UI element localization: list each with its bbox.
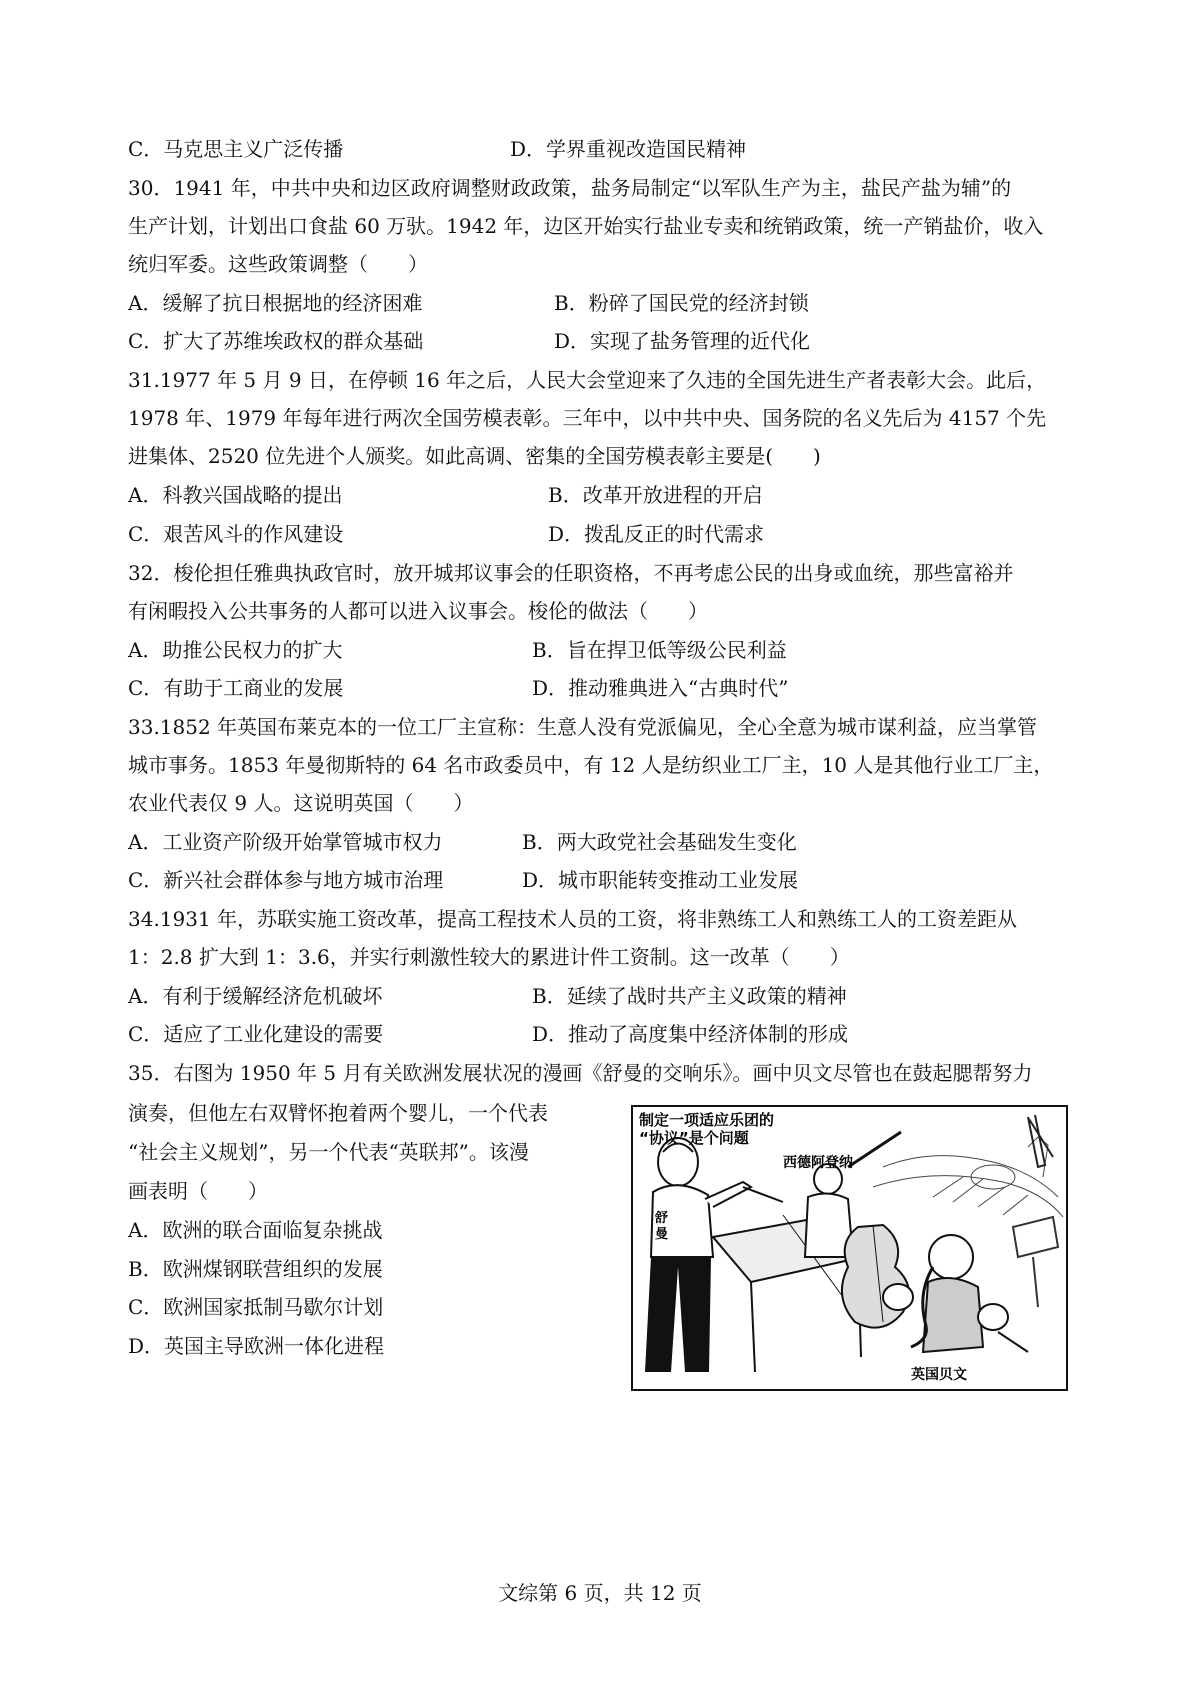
q30-stem-line-3: 统归军委。这些政策调整（ ） [128,252,428,276]
q35-stem-line-2: 演奏，但他左右双臂怀抱着两个婴儿，一个代表 [128,1101,548,1125]
trombone-icon [1028,1115,1053,1167]
label-schuman-2: 曼 [655,1227,669,1242]
q35-option-d: D．英国主导欧洲一体化进程 [128,1334,385,1358]
q32-option-a: A．助推公民权力的扩大 [128,638,343,662]
cartoon-caption-line-1: 制定一项适应乐团的 [639,1111,775,1129]
q35-option-a: A．欧洲的联合面临复杂挑战 [128,1218,383,1242]
q31-option-a: A．科教兴国战略的提出 [128,483,343,507]
q34-option-d: D．推动了高度集中经济体制的形成 [532,1022,849,1046]
q32-stem-line-1: 32．梭伦担任雅典执政官时，放开城邦议事会的任职资格，不再考虑公民的出身或血统，那些富裕并 [128,561,1014,585]
q33-option-d: D．城市职能转变推动工业发展 [522,868,799,892]
q35-option-c: C．欧洲国家抵制马歇尔计划 [128,1295,384,1319]
q33-option-a: A．工业资产阶级开始掌管城市权力 [128,830,443,854]
cartoon-schuman-symphony [631,1105,1068,1391]
q32-option-c: C．有助于工商业的发展 [128,676,344,700]
q34-option-c: C．适应了工业化建设的需要 [128,1022,384,1046]
q31-stem-line-2: 1978 年、1979 年每年进行两次全国劳模表彰。三年中，以中共中央、国务院的名义先后为 4157 个先 [128,406,1047,430]
q32-stem-line-2: 有闲暇投入公共事务的人都可以进入议事会。梭伦的做法（ ） [128,599,708,623]
q30-option-d: D．实现了盐务管理的近代化 [554,329,811,353]
q30-stem-line-2: 生产计划，计划出口食盐 60 万驮。1942 年，边区开始实行盐业专卖和统销政策，统一产销盐价，收入 [128,214,1044,238]
q31-stem-line-3: 进集体、2520 位先进个人颁奖。如此高调、密集的全国劳模表彰主要是( ) [128,444,821,468]
music-stands [1013,1217,1058,1307]
q33-option-b: B．两大政党社会基础发生变化 [522,830,797,854]
cartoon-illustration [633,1107,1066,1389]
q33-stem-line-2: 城市事务。1853 年曼彻斯特的 64 名市政委员中，有 12 人是纺织业工厂主，10 人是其他行业工厂主， [128,753,1054,777]
q32-option-d: D．推动雅典进入“古典时代” [532,676,789,700]
label-schuman-1: 舒 [655,1211,669,1226]
q31-stem-line-1: 31.1977 年 5 月 9 日，在停顿 16 年之后，人民大会堂迎来了久违的全国先进生产者表彰大会。此后， [128,368,1047,392]
q35-stem-line-3: “社会主义规划”，另一个代表“英联邦”。该漫 [128,1140,529,1164]
page-footer: 文综第 6 页，共 12 页 [498,1581,702,1605]
q35-stem-line-4: 画表明（ ） [128,1179,268,1203]
label-adenauer: 西德阿登纳 [783,1155,853,1171]
bevin-figure [883,1235,1028,1352]
cartoon-caption-line-2: “协议”是个问题 [639,1129,749,1147]
q34-stem-line-1: 34.1931 年，苏联实施工资改革，提高工程技术人员的工资，将非熟练工人和熟练工人的工资差距从 [128,907,1018,931]
q34-stem-line-2: 1：2.8 扩大到 1：3.6，并实行刺激性较大的累进计件工资制。这一改革（ ） [128,945,850,969]
q33-stem-line-3: 农业代表仅 9 人。这说明英国（ ） [128,791,474,815]
label-bevin: 英国贝文 [911,1367,967,1383]
q30-stem-line-1: 30．1941 年，中共中央和边区政府调整财政政策，盐务局制定“以军队生产为主，盐民产盐为辅”的 [128,176,1012,200]
q30-option-c: C．扩大了苏维埃政权的群众基础 [128,329,424,353]
q35-option-b: B．欧洲煤钢联营组织的发展 [128,1257,383,1281]
q31-option-c: C．艰苦风斗的作风建设 [128,522,344,546]
q31-option-d: D．拨乱反正的时代需求 [548,522,765,546]
q33-option-c: C．新兴社会群体参与地方城市治理 [128,868,444,892]
q29-option-c: C．马克思主义广泛传播 [128,137,344,161]
q29-option-d: D．学界重视改造国民精神 [510,137,747,161]
q30-option-b: B．粉碎了国民党的经济封锁 [554,291,809,315]
q30-option-a: A．缓解了抗日根据地的经济困难 [128,291,423,315]
q34-option-a: A．有利于缓解经济危机破坏 [128,984,383,1008]
q34-option-b: B．延续了战时共产主义政策的精神 [532,984,847,1008]
q31-option-b: B．改革开放进程的开启 [548,483,763,507]
q35-stem-line-1: 35．右图为 1950 年 5 月有关欧洲发展状况的漫画《舒曼的交响乐》。画中贝文尽管也在鼓起腮帮努力 [128,1061,1033,1085]
q33-stem-line-1: 33.1852 年英国布莱克本的一位工厂主宣称：生意人没有党派偏见，全心全意为城市谋利益，应当掌管 [128,715,1038,739]
q32-option-b: B．旨在捍卫低等级公民利益 [532,638,787,662]
